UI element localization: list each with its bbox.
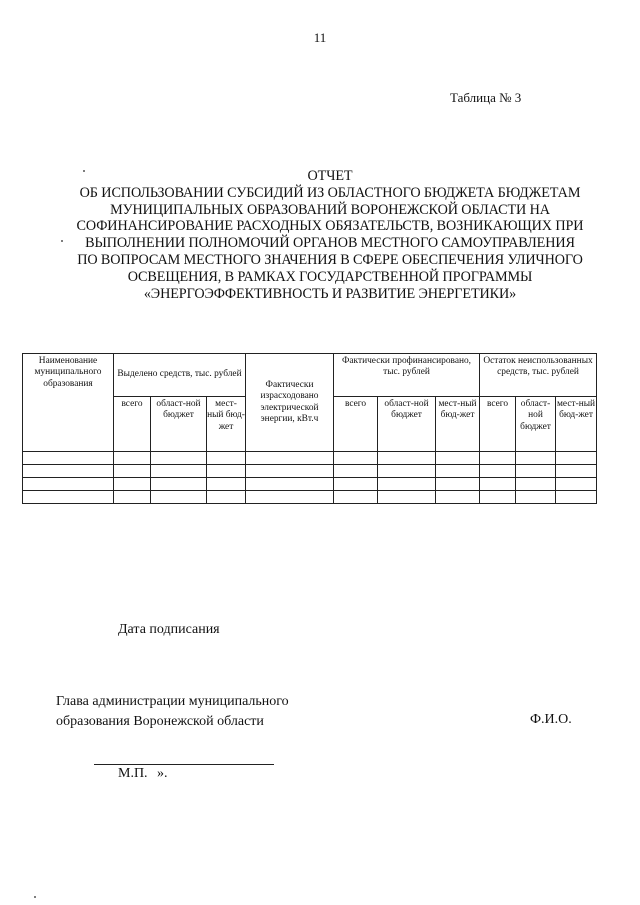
table-cell [436,491,480,504]
head-line: образования Воронежской области [56,714,264,729]
table-cell [114,478,151,491]
table-row [23,465,597,478]
table-cell [334,478,378,491]
subheader-total: всего [334,397,378,452]
title-line: ВЫПОЛНЕНИИ ПОЛНОМОЧИЙ ОРГАНОВ МЕСТНОГО САМОУПРАВЛЕНИЯ [85,235,575,252]
header-financed [334,354,480,397]
table-cell [151,452,207,465]
signing-date-label: Дата подписания [118,622,220,637]
table-cell [246,452,334,465]
table-cell [246,491,334,504]
table-cell [207,452,246,465]
title-line: ПО ВОПРОСАМ МЕСТНОГО ЗНАЧЕНИЯ В СФЕРЕ ОБЕСПЕЧЕНИЯ УЛИЧНОГО [77,251,583,268]
table-cell [334,465,378,478]
table-cell [436,465,480,478]
table-cell [378,491,436,504]
table-cell [151,478,207,491]
table-cell [114,452,151,465]
table-cell [480,491,516,504]
header-financed-text: Фактически профинансировано, тыс. рублей [341,356,472,378]
subheader-regional: област-ной бюджет [151,397,207,452]
table-cell [480,452,516,465]
table-cell [480,478,516,491]
table-cell [207,465,246,478]
header-allocated-text: Выделено средств, тыс. рублей [117,369,242,380]
subheader-local: мест-ный бюд-жет [207,397,246,452]
table-label: Таблица № 3 [450,90,522,105]
table-cell [334,491,378,504]
table-row [23,478,597,491]
table-cell [378,465,436,478]
table-cell [556,452,597,465]
margin-mark [83,170,85,172]
head-line: Глава администрации муниципального [56,694,289,709]
table-cell [378,478,436,491]
table-cell [334,452,378,465]
subheader-local: мест-ный бюд-жет [556,397,597,452]
table-body [23,452,597,504]
table-row [23,452,597,465]
table-cell [516,452,556,465]
table-cell [516,465,556,478]
report-table [22,353,597,504]
page-number: 11 [313,30,327,45]
title-line: ОБ ИСПОЛЬЗОВАНИИ СУБСИДИЙ ИЗ ОБЛАСТНОГО БЮДЖЕТА БЮДЖЕТАМ [79,184,581,201]
table-cell [516,478,556,491]
header-consumed-energy: Фактически израсходовано электрической энергии, кВт.ч [246,354,334,452]
subheader-local: мест-ный бюд-жет [436,397,480,452]
margin-mark [34,896,36,898]
subheader-regional: област-ной бюджет [516,397,556,452]
table-row [23,491,597,504]
subheader-total: всего [480,397,516,452]
table-cell [23,465,114,478]
header-allocated [114,354,246,397]
table-cell [114,465,151,478]
table-cell [556,491,597,504]
table-cell [378,452,436,465]
subheader-total: всего [114,397,151,452]
table-cell [556,478,597,491]
stamp-label: М.П. ». [118,766,168,781]
table-cell [207,478,246,491]
title-line: МУНИЦИПАЛЬНЫХ ОБРАЗОВАНИЙ ВОРОНЕЖСКОЙ ОБЛАСТИ НА [110,201,550,218]
fio-label: Ф.И.О. [530,712,572,727]
table-cell [207,491,246,504]
header-remainder [480,354,597,397]
table-cell [151,491,207,504]
report-title [60,168,600,302]
table-cell [436,452,480,465]
table-cell [516,491,556,504]
table-cell [114,491,151,504]
title-line: СОФИНАНСИРОВАНИЕ РАСХОДНЫХ ОБЯЗАТЕЛЬСТВ, ВОЗНИКАЮЩИХ ПРИ [76,218,584,235]
table-cell [23,491,114,504]
title-line: «ЭНЕРГОЭФФЕКТИВНОСТЬ И РАЗВИТИЕ ЭНЕРГЕТИКИ» [143,285,517,302]
table-cell [480,465,516,478]
header-remainder-text: Остаток неиспользованных средств, тыс. рублей [483,356,593,378]
table-cell [23,478,114,491]
header-municipality: Наименование муниципального образования [23,354,114,452]
subheader-regional: област-ной бюджет [378,397,436,452]
head-of-administration [56,692,289,732]
table-cell [246,465,334,478]
table-cell [436,478,480,491]
signature-line [94,764,274,765]
table-cell [556,465,597,478]
table-cell [151,465,207,478]
table-cell [246,478,334,491]
title-line: ОТЧЕТ [307,168,353,184]
table-cell [23,452,114,465]
title-line: ОСВЕЩЕНИЯ, В РАМКАХ ГОСУДАРСТВЕННОЙ ПРОГРАММЫ [127,268,533,285]
margin-mark [61,240,63,242]
